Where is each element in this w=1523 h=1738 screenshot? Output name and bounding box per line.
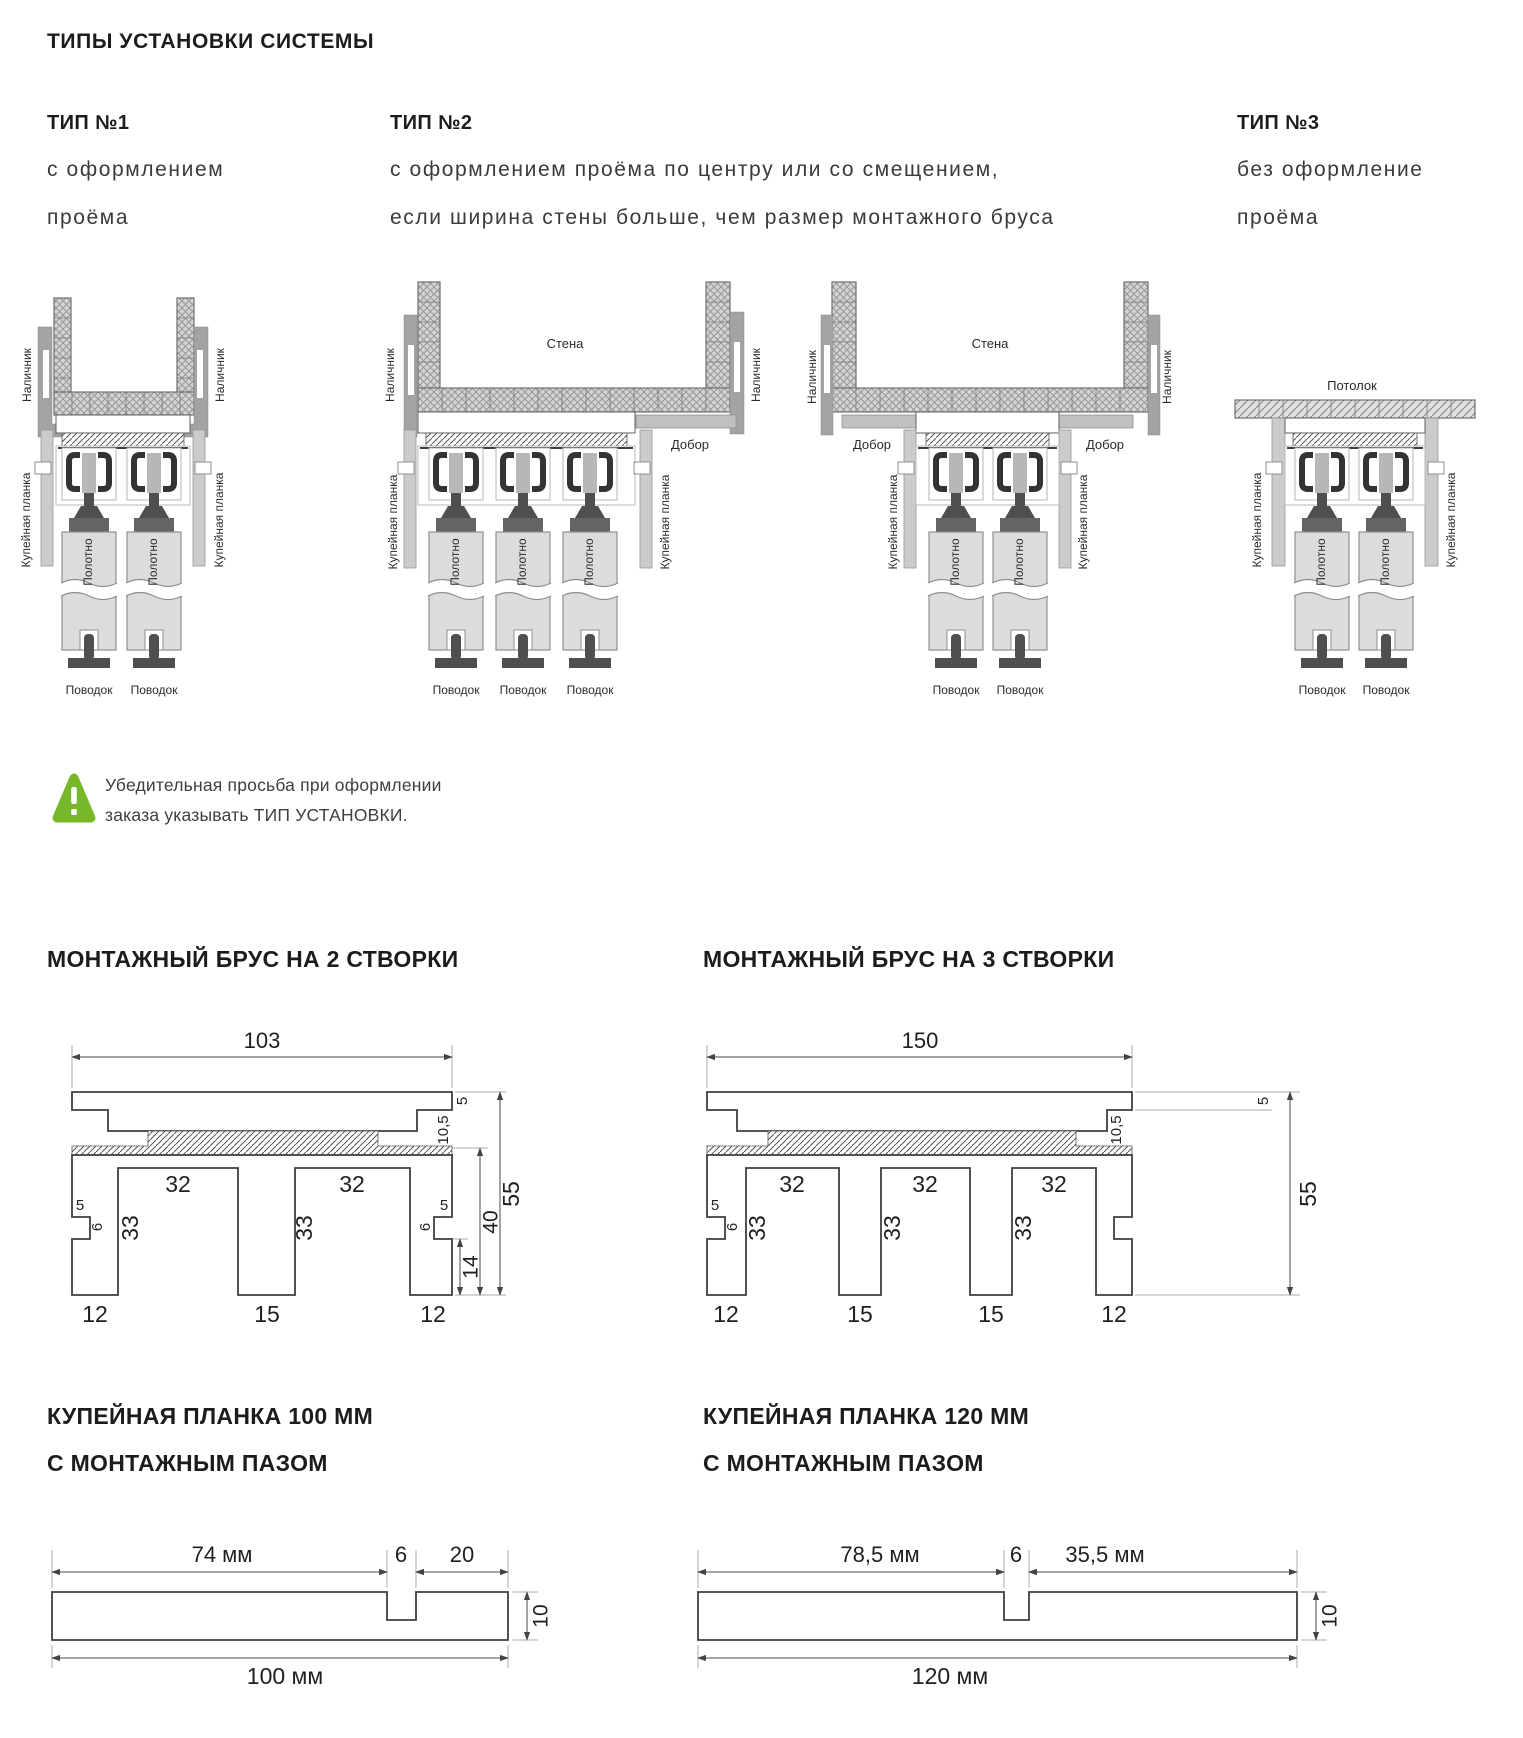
planka-100-drawing	[52, 1542, 553, 1689]
dim-leg: 15	[254, 1301, 280, 1327]
gasket-strip	[72, 1131, 452, 1155]
dim-total: 100 мм	[246, 1663, 324, 1689]
label-polotno: Полотно	[1012, 538, 1027, 586]
dim-notch-height: 6	[723, 1222, 741, 1232]
label-povodok: Поводок	[566, 683, 614, 697]
dim-plate: 5	[453, 1096, 471, 1106]
type-1-desc-line2: проёма	[47, 206, 130, 229]
dim-seg-right: 20	[449, 1542, 475, 1567]
dim-channel-width: 32	[1041, 1171, 1067, 1197]
dim-channel-depth: 33	[879, 1215, 906, 1241]
brus-2-title: МОНТАЖНЫЙ БРУС НА 2 СТВОРКИ	[47, 946, 459, 972]
roller-carriage	[496, 448, 550, 532]
label-povodok: Поводок	[432, 683, 480, 697]
label-povodok: Поводок	[996, 683, 1044, 697]
label-polotno: Полотно	[515, 538, 530, 586]
label-povodok: Поводок	[130, 683, 178, 697]
roller-carriage	[1295, 448, 1349, 532]
label-kupeynaya-planka: Купейная планка	[212, 472, 227, 568]
gasket-strip	[707, 1131, 1132, 1155]
planka-100-title-line1: КУПЕЙНАЯ ПЛАНКА 100 ММ	[47, 1403, 374, 1429]
dim-total: 120 мм	[911, 1663, 989, 1689]
dim-total: 55	[498, 1181, 525, 1207]
dim-seg-right: 35,5 мм	[1065, 1542, 1145, 1567]
type-2-heading: ТИП №2	[390, 112, 473, 134]
dim-channel-width: 32	[339, 1171, 365, 1197]
diagram-type-2-centered	[383, 282, 763, 697]
label-povodok: Поводок	[65, 683, 113, 697]
warning-icon	[57, 778, 91, 818]
kupe-strip-right	[1425, 418, 1438, 566]
kupe-strip-right	[640, 430, 652, 568]
type-3-desc-line2: проёма	[1237, 206, 1320, 229]
label-kupeynaya-planka: Купейная планка	[1250, 472, 1265, 568]
label-potolok: Потолок	[1327, 378, 1377, 393]
wall-left	[54, 298, 71, 394]
label-polotno: Полотно	[582, 538, 597, 586]
mounting-beam	[916, 412, 1059, 433]
dobor-strip-left	[842, 415, 916, 428]
label-povodok: Поводок	[499, 683, 547, 697]
label-polotno: Полотно	[1378, 538, 1393, 586]
dim-thickness: 10	[1318, 1604, 1342, 1628]
dim-notch-height: 6	[416, 1222, 434, 1232]
dim-channel-depth: 33	[117, 1215, 144, 1241]
dim-slot: 6	[394, 1542, 408, 1567]
label-nalichnik: Наличник	[383, 348, 398, 402]
label-povodok: Поводок	[1298, 683, 1346, 697]
dim-leg: 15	[847, 1301, 873, 1327]
label-kupeynaya-planka: Купейная планка	[1076, 474, 1091, 570]
brus-3-drawing	[707, 1028, 1321, 1327]
label-dobor: Добор	[1085, 437, 1125, 452]
roller-carriage	[429, 448, 483, 532]
warning-text-line1: Убедительная просьба при оформлении	[105, 775, 442, 795]
roller-carriage	[127, 448, 181, 532]
dim-width: 103	[243, 1028, 281, 1053]
label-nalichnik: Наличник	[805, 350, 820, 404]
brus-2-drawing	[72, 1028, 524, 1327]
planka-120-drawing	[698, 1542, 1342, 1689]
dim-leg: 12	[1101, 1301, 1127, 1327]
label-polotno: Полотно	[146, 538, 161, 586]
dim-step: 10,5	[434, 1115, 452, 1145]
label-kupeynaya-planka: Купейная планка	[386, 474, 401, 570]
label-nalichnik: Наличник	[20, 348, 35, 402]
label-polotno: Полотно	[448, 538, 463, 586]
kupe-strip-left	[404, 430, 416, 568]
roller-carriage	[62, 448, 116, 532]
roller-carriage	[929, 448, 983, 532]
roller-carriage	[563, 448, 617, 532]
type-3-heading: ТИП №3	[1237, 112, 1320, 134]
planka-profile	[52, 1592, 508, 1640]
kupe-strip-left	[904, 430, 916, 568]
dim-channel-depth: 33	[291, 1215, 318, 1241]
label-kupeynaya-planka: Купейная планка	[1444, 472, 1459, 568]
roller-carriage	[1359, 448, 1413, 532]
dim-channel-depth: 33	[744, 1215, 771, 1241]
planka-120-title-line1: КУПЕЙНАЯ ПЛАНКА 120 ММ	[703, 1403, 1030, 1429]
type-3-desc-line1: без оформление	[1237, 158, 1424, 181]
type-1-desc-line1: с оформлением	[47, 158, 225, 181]
dim-leg: 12	[82, 1301, 108, 1327]
label-povodok: Поводок	[932, 683, 980, 697]
dim-leg: 15	[978, 1301, 1004, 1327]
diagram-type-3	[1235, 378, 1475, 697]
kupe-strip-right	[193, 430, 205, 566]
top-plate	[707, 1092, 1132, 1131]
dim-channel-width: 32	[165, 1171, 191, 1197]
mounting-beam	[56, 415, 190, 433]
brus-3-title: МОНТАЖНЫЙ БРУС НА 3 СТВОРКИ	[703, 946, 1115, 972]
label-povodok: Поводок	[1362, 683, 1410, 697]
label-dobor: Добор	[670, 437, 710, 452]
dim-notch-depth: 5	[439, 1197, 449, 1214]
dim-seg-left: 78,5 мм	[840, 1542, 920, 1567]
label-polotno: Полотно	[948, 538, 963, 586]
dim-width: 150	[901, 1028, 939, 1053]
kupe-strip-left	[41, 430, 53, 566]
label-kupeynaya-planka: Купейная планка	[19, 472, 34, 568]
dim-channel-width: 32	[912, 1171, 938, 1197]
dim-step: 10,5	[1107, 1115, 1125, 1145]
dim-leg: 12	[713, 1301, 739, 1327]
kupe-strip-left	[1272, 418, 1285, 566]
page-title: ТИПЫ УСТАНОВКИ СИСТЕМЫ	[47, 30, 375, 53]
kupe-strip-right	[1059, 430, 1071, 568]
label-kupeynaya-planka: Купейная планка	[886, 474, 901, 570]
wall-right	[177, 298, 194, 394]
mounting-beam	[418, 412, 635, 433]
label-nalichnik: Наличник	[1160, 350, 1175, 404]
dim-channel-depth: 33	[1010, 1215, 1037, 1241]
dim-seg-left: 74 мм	[191, 1542, 253, 1567]
warning-text-line2: заказа указывать ТИП УСТАНОВКИ.	[105, 805, 408, 825]
label-polotno: Полотно	[1314, 538, 1329, 586]
dim-plate: 5	[1254, 1096, 1272, 1106]
dobor-strip-right	[1049, 415, 1133, 428]
diagram-type-1	[19, 298, 227, 697]
label-polotno: Полотно	[81, 538, 96, 586]
dim-body: 40	[479, 1210, 503, 1234]
dim-total: 55	[1295, 1181, 1322, 1207]
wall-header	[54, 392, 194, 415]
planka-profile	[698, 1592, 1297, 1640]
dim-foot: 14	[459, 1255, 483, 1279]
top-plate	[72, 1092, 452, 1131]
label-nalichnik: Наличник	[749, 348, 764, 402]
label-nalichnik: Наличник	[213, 348, 228, 402]
label-dobor: Добор	[852, 437, 892, 452]
dim-notch-height: 6	[88, 1222, 106, 1232]
planka-100-title-line2: С МОНТАЖНЫМ ПАЗОМ	[47, 1450, 328, 1476]
dim-notch-depth: 5	[75, 1197, 85, 1214]
label-stena: Стена	[971, 336, 1009, 351]
diagram-type-2-offset	[805, 282, 1174, 697]
dobor-strip	[636, 415, 736, 428]
dim-channel-width: 32	[779, 1171, 805, 1197]
roller-carriage	[993, 448, 1047, 532]
dim-slot: 6	[1009, 1542, 1023, 1567]
dim-leg: 12	[420, 1301, 446, 1327]
mounting-beam	[1285, 418, 1425, 433]
dim-notch-depth: 5	[710, 1197, 720, 1214]
label-stena: Стена	[546, 336, 584, 351]
dim-thickness: 10	[529, 1604, 553, 1628]
type-2-desc-line1: с оформлением проёма по центру или со смещением,	[390, 158, 1000, 181]
label-kupeynaya-planka: Купейная планка	[658, 474, 673, 570]
planka-120-title-line2: С МОНТАЖНЫМ ПАЗОМ	[703, 1450, 984, 1476]
type-2-desc-line2: если ширина стены больше, чем размер монтажного бруса	[390, 206, 1055, 229]
type-1-heading: ТИП №1	[47, 112, 130, 134]
